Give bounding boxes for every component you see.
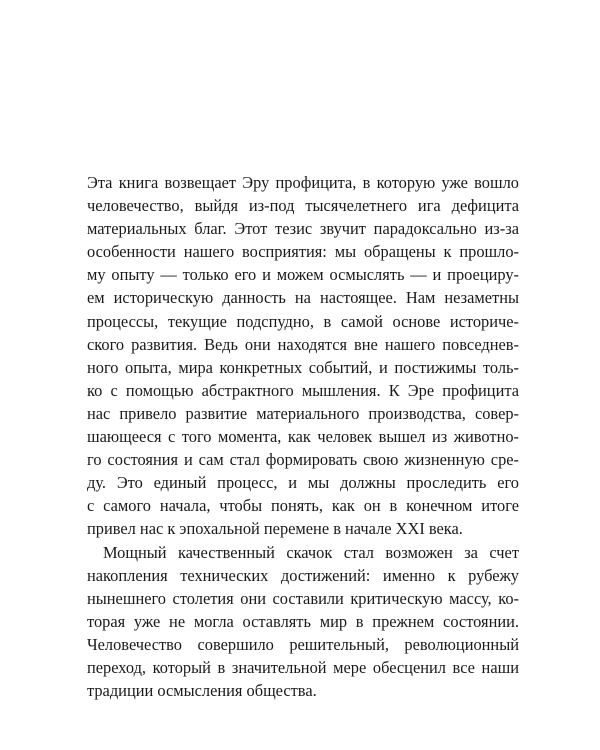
text-line: шающееся с того момента, как человек вышел из животно- bbox=[87, 427, 519, 447]
text-line: ного опыта, мира конкретных событий, и постижимы толь- bbox=[87, 357, 519, 377]
text-line: торая уже не могла оставлять мир в прежнем состоянии. bbox=[87, 611, 519, 631]
text-line: Мощный качественный скачок стал возможен за счет bbox=[103, 542, 519, 562]
body-text bbox=[87, 171, 519, 702]
text-line: материальных благ. Этот тезис звучит парадоксально из-за bbox=[87, 219, 519, 239]
text-line: привел нас к эпохальной перемене в начале XXI века. bbox=[87, 519, 463, 539]
text-line: традиции осмысления общества. bbox=[87, 681, 317, 701]
paragraph-1 bbox=[87, 171, 519, 541]
text-line: накопления технических достижений: именно к рубежу bbox=[87, 565, 519, 585]
text-line: Эта книга возвещает Эру профицита, в которую уже вошло bbox=[87, 173, 519, 192]
text-line: процессы, текущие подспудно, в самой основе историче- bbox=[87, 311, 519, 331]
text-line: с самого начала, чтобы понять, как он в конечном итоге bbox=[87, 496, 519, 516]
text-line: особенности нашего восприятия: мы обращены к прошло- bbox=[87, 242, 519, 262]
text-line: ского развития. Ведь они находятся вне нашего повседнев- bbox=[87, 334, 519, 354]
text-line: ем историческую данность на настоящее. Нам незаметны bbox=[87, 288, 519, 308]
text-line: переход, который в значительной мере обесценил все наши bbox=[87, 657, 519, 677]
text-line: человечество, выйдя из-под тысячелетнего ига дефицита bbox=[87, 196, 519, 216]
text-line: Человечество совершило решительный, революционный bbox=[87, 634, 519, 654]
text-line: ду. Это единый процесс, и мы должны проследить его bbox=[87, 473, 519, 493]
paragraph-2 bbox=[87, 541, 519, 703]
text-line: му опыту — только его и можем осмыслять — и проециру- bbox=[87, 265, 519, 285]
text-line: нас привело развитие материального производства, совер- bbox=[87, 403, 519, 423]
text-line: нынешнего столетия они составили критическую массу, ко- bbox=[87, 588, 519, 608]
text-line: ко с помощью абстрактного мышления. К Эре профицита bbox=[87, 380, 519, 400]
text-line: го состояния и сам стал формировать свою жизненную сре- bbox=[87, 450, 519, 470]
